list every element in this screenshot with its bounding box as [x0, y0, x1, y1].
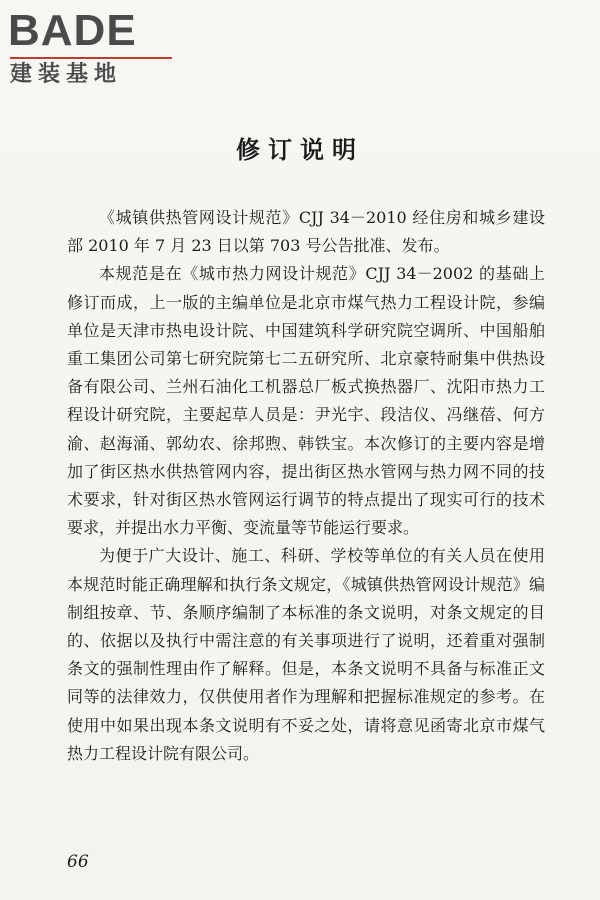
- logo-chinese-name: 建装基地: [10, 62, 123, 87]
- paragraph-2: 本规范是在《城市热力网设计规范》CJJ 34－2002 的基础上修订而成，上一版的主编单位是北京市煤气热力工程设计院，参编单位是天津市热电设计院、中国建筑科学研究院空调所、中国船舶重工集团公司第七研究院第七二五研究所、北京豪特耐集中供热设备有限公司、兰州石油化工机器总厂板式换热器厂、沈阳市热力工程设计研究院，主要起草人员是：尹光宇、段洁仪、冯继蓓、何方渝、赵海涌、郭幼农、徐邦煦、韩铁宝。本次修订的主要内容是增加了街区热水供热管网内容，提出街区热水管网与热力网不同的技术要求，针对街区热水管网运行调节的特点提出了现实可行的技术要求，并提出水力平衡、变流量等节能运行要求。: [67, 264, 545, 538]
- page-title: 修订说明: [236, 135, 364, 164]
- logo-underline: [10, 57, 172, 59]
- logo-wordmark: BADE: [8, 6, 137, 55]
- page-number: 66: [67, 852, 89, 872]
- document-body: [67, 204, 545, 768]
- paragraph-3: 为便于广大设计、施工、科研、学校等单位的有关人员在使用本规范时能正确理解和执行条文规定，《城镇供热管网设计规范》编制组按章、节、条顺序编制了本标准的条文说明，对条文规定的目的、依据以及执行中需注意的有关事项进行了说明，还着重对强制条文的强制性理由作了解释。但是，本条文说明不具备与标准正文同等的法律效力，仅供使用者作为理解和把握标准规定的参考。在使用中如果出现本条文说明有不妥之处，请将意见函寄北京市煤气热力工程设计院有限公司。: [67, 546, 545, 763]
- brand-logo: [8, 6, 178, 88]
- paragraph-1: 《城镇供热管网设计规范》CJJ 34－2010 经住房和城乡建设部 2010 年 7 月 23 日以第 703 号公告批准、发布。: [67, 208, 545, 256]
